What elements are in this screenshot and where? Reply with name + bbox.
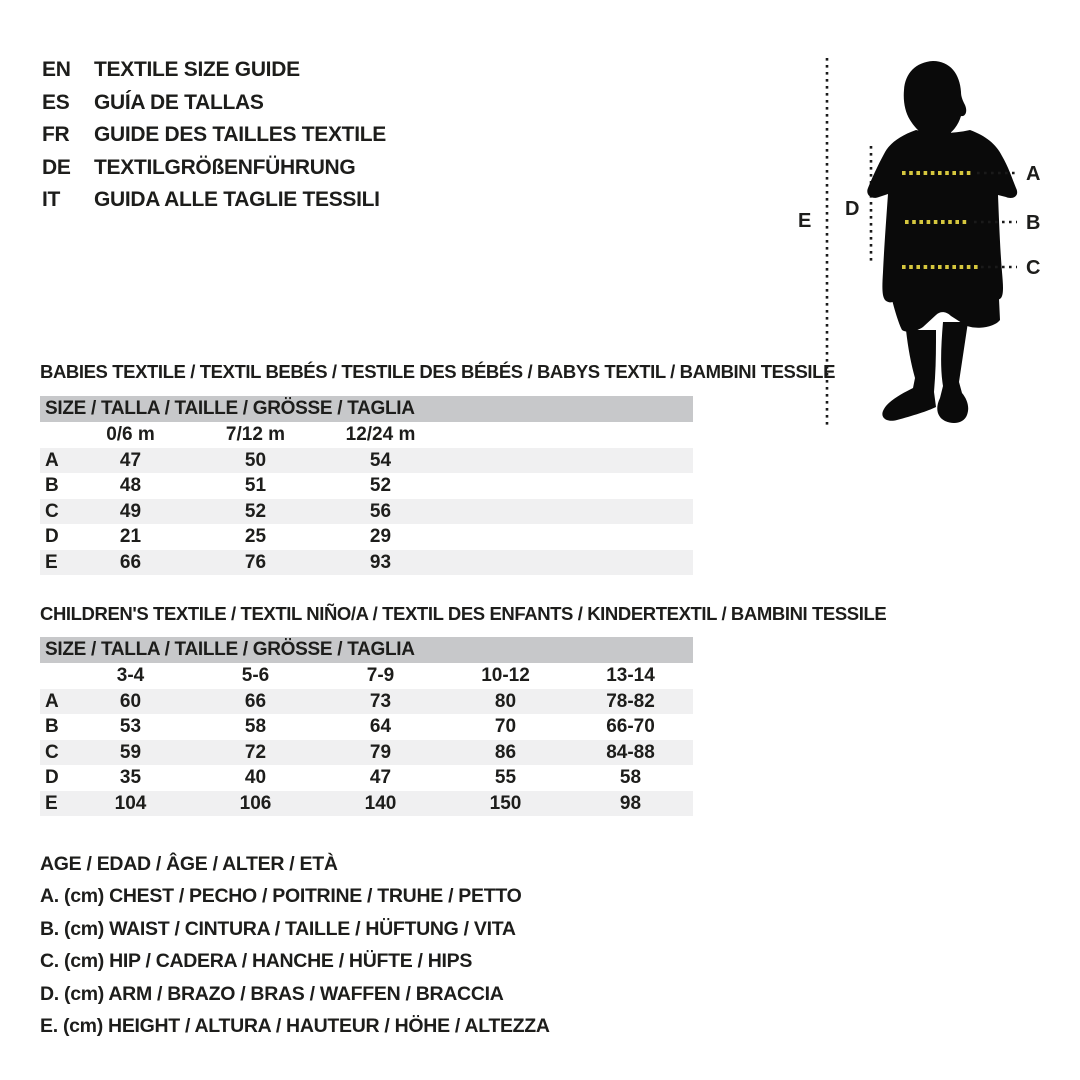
table-cell <box>443 448 568 473</box>
table-row <box>40 765 693 790</box>
language-row-it <box>42 184 386 217</box>
children-table-title: CHILDREN'S TEXTILE / TEXTIL NIÑO/A / TEXTIL DES ENFANTS / KINDERTEXTIL / BAMBINI TESSILE <box>40 603 887 624</box>
language-code: ES <box>42 90 70 114</box>
table-cell <box>568 499 693 524</box>
column-header: 7/12 m <box>225 424 286 445</box>
language-title: TEXTILGRÖßENFÜHRUNG <box>94 155 356 179</box>
table-cell: 51 <box>244 475 267 497</box>
figure-label-arm: D <box>845 198 860 220</box>
row-label: B <box>45 475 59 497</box>
table-cell: 140 <box>364 792 397 814</box>
table-cell: 56 <box>369 500 392 522</box>
table-cell <box>40 663 68 689</box>
table-cell: 64 <box>369 716 392 738</box>
table-cell: 66-70 <box>606 716 655 738</box>
legend-line-arm: D. (cm) ARM / BRAZO / BRAS / WAFFEN / BRACCIA <box>40 982 504 1005</box>
table-cell: 73 <box>369 691 392 712</box>
size-header-label: SIZE / TALLA / TAILLE / GRÖSSE / TAGLIA <box>45 398 415 419</box>
children-size-table <box>40 603 887 816</box>
figure-label-waist: B <box>1026 212 1041 234</box>
figure-label-hip: C <box>1026 257 1041 279</box>
table-cell: 48 <box>119 475 142 497</box>
column-header: 13-14 <box>606 665 655 686</box>
column-header: 5-6 <box>241 665 270 686</box>
language-title: GUIDA ALLE TAGLIE TESSILI <box>94 188 380 211</box>
table-cell: 58 <box>244 716 267 738</box>
row-label: D <box>45 767 59 789</box>
legend-line-chest: A. (cm) CHEST / PECHO / POITRINE / TRUHE / PETTO <box>40 885 522 908</box>
table-cell: 29 <box>369 526 392 548</box>
table-cell: 21 <box>119 526 142 548</box>
table-cell: 47 <box>369 767 392 789</box>
language-title-list <box>42 54 386 217</box>
table-row <box>40 524 693 549</box>
row-label: E <box>45 551 58 573</box>
table-cell: 98 <box>619 792 642 814</box>
table-cell: 72 <box>244 741 267 763</box>
table-cell: 52 <box>244 500 267 522</box>
language-code: FR <box>42 123 70 146</box>
column-header: 12/24 m <box>345 424 416 445</box>
legend-line-height: E. (cm) HEIGHT / ALTURA / HAUTEUR / HÖHE / ALTEZZA <box>40 1015 550 1038</box>
column-header: 3-4 <box>116 665 145 686</box>
figure-label-chest: A <box>1026 163 1041 185</box>
table-cell <box>443 473 568 498</box>
table-cell: 86 <box>494 741 517 763</box>
table-cell: 106 <box>239 792 272 814</box>
table-row <box>40 791 693 816</box>
table-cell <box>568 473 693 498</box>
language-title: TEXTILE SIZE GUIDE <box>94 58 300 81</box>
language-row-de <box>42 152 386 185</box>
table-cell: 49 <box>119 500 142 522</box>
measurement-legend <box>40 848 550 1042</box>
column-header: 7-9 <box>366 665 395 686</box>
table-cell: 35 <box>119 767 142 789</box>
table-cell: 25 <box>244 526 267 548</box>
row-label: C <box>45 500 59 522</box>
table-cell <box>443 550 568 575</box>
table-cell: 66 <box>119 551 142 573</box>
table-row <box>40 499 693 524</box>
legend-line-hip: C. (cm) HIP / CADERA / HANCHE / HÜFTE / HIPS <box>40 950 473 973</box>
table-cell: 76 <box>244 551 267 573</box>
table-cell: 66 <box>244 691 267 712</box>
table-cell <box>568 524 693 549</box>
table-cell: 50 <box>244 450 267 471</box>
column-header: 10-12 <box>481 665 530 686</box>
table-cell: 84-88 <box>606 741 655 763</box>
table-row <box>40 714 693 739</box>
children-column-headers <box>40 663 693 689</box>
row-label: D <box>45 526 59 548</box>
babies-size-table <box>40 361 836 575</box>
table-cell: 80 <box>494 691 517 712</box>
column-header <box>568 422 693 448</box>
table-cell: 70 <box>494 716 517 738</box>
legend-line-waist: B. (cm) WAIST / CINTURA / TAILLE / HÜFTUNG / VITA <box>40 917 516 940</box>
table-row <box>40 550 693 575</box>
table-cell <box>40 422 68 448</box>
table-row <box>40 689 693 714</box>
column-header <box>443 422 568 448</box>
child-silhouette <box>867 61 1017 423</box>
language-row-en <box>42 54 386 87</box>
table-cell: 150 <box>489 792 522 814</box>
table-cell: 78-82 <box>606 691 655 712</box>
legend-line-age: AGE / EDAD / ÂGE / ALTER / ETÀ <box>40 853 338 875</box>
table-cell: 52 <box>369 475 392 497</box>
language-title: GUÍA DE TALLAS <box>94 90 264 114</box>
children-size-header-bar <box>40 637 693 663</box>
table-cell: 59 <box>119 741 142 763</box>
table-cell: 55 <box>494 767 517 789</box>
language-row-fr <box>42 119 386 152</box>
babies-column-headers <box>40 422 693 448</box>
table-cell: 104 <box>114 792 147 814</box>
table-cell: 47 <box>119 450 142 471</box>
table-cell <box>443 524 568 549</box>
row-label: C <box>45 741 59 763</box>
language-code: IT <box>42 188 61 211</box>
language-title: GUIDE DES TAILLES TEXTILE <box>94 123 386 146</box>
silhouette-left-leg <box>882 330 936 421</box>
table-row <box>40 448 693 473</box>
table-cell: 60 <box>119 691 142 712</box>
row-label: A <box>45 450 59 471</box>
row-label: E <box>45 792 58 814</box>
figure-label-height: E <box>798 210 812 232</box>
babies-table-title: BABIES TEXTILE / TEXTIL BEBÉS / TESTILE DES BÉBÉS / BABYS TEXTIL / BAMBINI TESSILE <box>40 361 836 382</box>
language-code: DE <box>42 155 71 179</box>
table-cell <box>568 448 693 473</box>
row-label: B <box>45 716 59 738</box>
table-cell: 54 <box>369 450 392 471</box>
column-header: 0/6 m <box>106 424 155 445</box>
table-cell: 79 <box>369 741 392 763</box>
silhouette-right-leg <box>937 322 968 423</box>
babies-size-header-bar <box>40 396 693 422</box>
table-cell: 58 <box>619 767 642 789</box>
silhouette-torso <box>867 130 1017 302</box>
table-cell <box>568 550 693 575</box>
language-row-es <box>42 87 386 120</box>
table-cell: 40 <box>244 767 267 789</box>
size-header-label: SIZE / TALLA / TAILLE / GRÖSSE / TAGLIA <box>45 639 415 660</box>
table-row <box>40 740 693 765</box>
table-cell <box>443 499 568 524</box>
table-cell: 93 <box>369 551 392 573</box>
table-cell: 53 <box>119 716 142 738</box>
table-row <box>40 473 693 498</box>
language-code: EN <box>42 58 71 81</box>
row-label: A <box>45 691 59 712</box>
